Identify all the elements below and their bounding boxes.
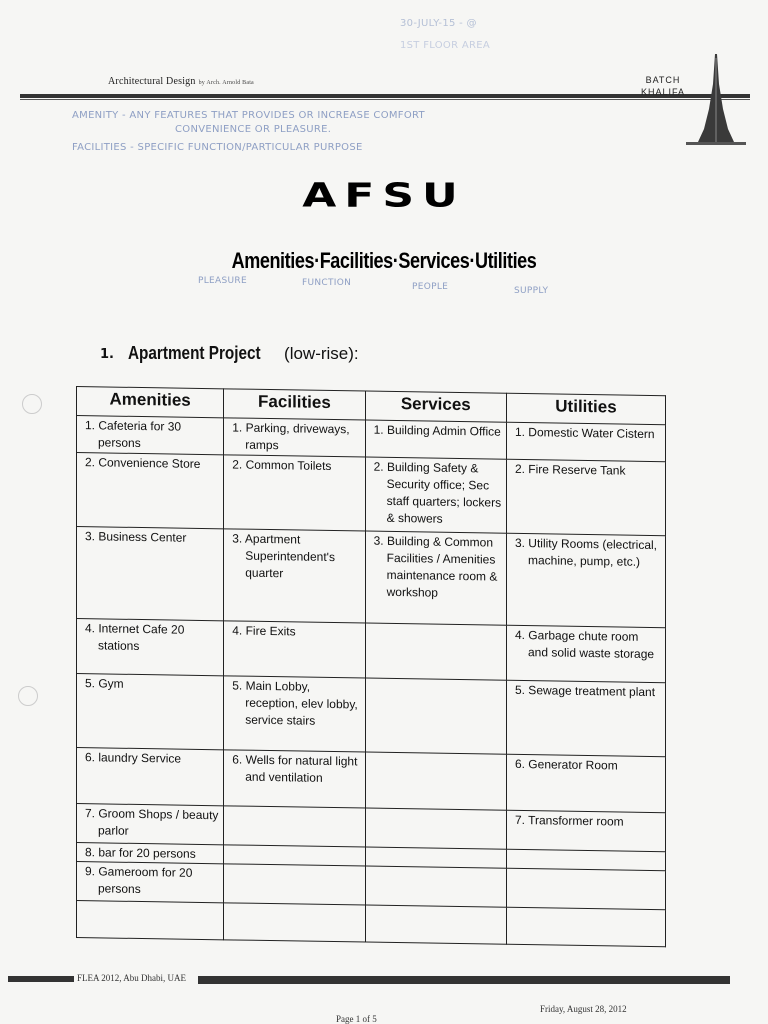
punch-hole bbox=[18, 686, 38, 706]
batch-word: BATCH bbox=[645, 75, 681, 85]
footer-rule-left bbox=[8, 976, 74, 982]
table-row bbox=[77, 901, 666, 947]
table-cell: 2. Fire Reserve Tank bbox=[514, 461, 626, 478]
table-cell: 7. Groom Shops / beauty parlor bbox=[85, 805, 219, 838]
table-cell bbox=[374, 754, 502, 756]
table-cell bbox=[515, 850, 661, 852]
table-cell: 5. Sewage treatment plant bbox=[514, 683, 656, 700]
afsu-subtitle: Amenities·Facilities·Services·Utilities bbox=[231, 248, 537, 273]
header-services: Services bbox=[365, 391, 506, 422]
table-cell bbox=[232, 807, 360, 809]
table-cell: 5. Gym bbox=[85, 676, 124, 692]
afsu-table bbox=[76, 386, 666, 947]
khalifa-word: KHALIFA bbox=[641, 87, 686, 97]
handwritten-under-services: PEOPLE bbox=[412, 282, 449, 292]
section-heading bbox=[100, 343, 359, 364]
handwritten-under-facilities: FUNCTION bbox=[302, 278, 352, 288]
course-author: by Arch. Arnold Bata bbox=[198, 80, 254, 86]
footer-date: Friday, August 28, 2012 bbox=[540, 1004, 627, 1014]
header-rule-thin bbox=[20, 99, 750, 100]
batch-label bbox=[641, 74, 685, 98]
table-cell: 1. Parking, driveways, ramps bbox=[232, 420, 350, 453]
handwritten-under-utilities: SUPPLY bbox=[514, 286, 549, 296]
footer-rule bbox=[198, 976, 730, 984]
section-qualifier: (low-rise): bbox=[284, 344, 359, 363]
table-cell: 6. Wells for natural light and ventilation bbox=[232, 752, 358, 786]
footer-page-number: Page 1 of 5 bbox=[336, 1014, 377, 1024]
burj-khalifa-logo bbox=[684, 54, 748, 150]
handwritten-note-top: 1ST FLOOR AREA bbox=[400, 40, 490, 51]
table-cell bbox=[374, 809, 502, 811]
table-cell bbox=[515, 870, 661, 872]
table-cell: 1. Cafeteria for 30 persons bbox=[85, 418, 182, 451]
header-amenities: Amenities bbox=[77, 387, 224, 418]
table-cell: 3. Business Center bbox=[85, 528, 187, 545]
table-cell: 1. Building Admin Office bbox=[373, 422, 501, 439]
table-row bbox=[77, 619, 666, 684]
handwritten-date: 30-JULY-15 - @ bbox=[400, 18, 477, 29]
table-cell: 5. Main Lobby, reception, elev lobby, service stairs bbox=[232, 678, 358, 729]
table-cell bbox=[374, 625, 502, 627]
table-cell bbox=[85, 902, 219, 904]
table-cell bbox=[232, 846, 360, 848]
afsu-logo: AFSU bbox=[302, 176, 466, 215]
table-cell bbox=[374, 848, 502, 850]
table-cell: 8. bar for 20 persons bbox=[85, 844, 196, 861]
table-cell: 3. Apartment Superintendent's quarter bbox=[232, 531, 335, 580]
footer-event: FLEA 2012, Abu Dhabi, UAE bbox=[77, 973, 186, 983]
table-cell bbox=[374, 680, 502, 682]
table-row bbox=[77, 674, 666, 757]
table-cell: 4. Garbage chute room and solid waste storage bbox=[514, 627, 655, 662]
handwritten-facilities-line: FACILITIES - SPECIFIC FUNCTION/PARTICULAR PURPOSE bbox=[72, 142, 363, 153]
handwritten-amenity-line1: AMENITY - ANY FEATURES THAT PROVIDES OR INCREASE COMFORT bbox=[72, 110, 425, 121]
table-cell bbox=[515, 909, 661, 911]
table-cell: 6. laundry Service bbox=[85, 750, 182, 766]
table-cell: 4. Fire Exits bbox=[232, 623, 296, 639]
table-row bbox=[77, 748, 666, 813]
table-cell: 4. Internet Cafe 20 stations bbox=[85, 621, 185, 654]
handwritten-under-amenities: PLEASURE bbox=[198, 276, 247, 286]
table-cell: 6. Generator Room bbox=[514, 757, 618, 773]
table-cell bbox=[232, 866, 360, 868]
table-cell: 9. Gameroom for 20 persons bbox=[85, 864, 193, 897]
header-utilities: Utilities bbox=[506, 393, 665, 424]
table-cell bbox=[374, 868, 502, 870]
table-cell: 2. Common Toilets bbox=[232, 457, 332, 473]
punch-hole bbox=[22, 394, 42, 414]
table-cell: 2. Building Safety & Security office; Sec staff quarters; lockers & showers bbox=[373, 459, 502, 526]
table-cell: 3. Building & Common Facilities / Amenities maintenance room & workshop bbox=[373, 533, 498, 600]
table-cell: 2. Convenience Store bbox=[85, 455, 201, 471]
table-cell: 3. Utility Rooms (electrical, machine, pump, etc.) bbox=[514, 535, 657, 569]
table-cell bbox=[374, 907, 502, 909]
table-cell: 7. Transformer room bbox=[514, 812, 624, 829]
section-number: 1. bbox=[100, 346, 114, 362]
course-title: Architectural Design bbox=[108, 76, 196, 87]
table-cell: 1. Domestic Water Cistern bbox=[514, 424, 655, 442]
table-row bbox=[77, 452, 666, 535]
header-facilities: Facilities bbox=[224, 389, 365, 420]
course-header bbox=[108, 76, 254, 87]
table-row bbox=[77, 526, 666, 628]
handwritten-amenity-line2: CONVENIENCE OR PLEASURE. bbox=[175, 124, 332, 135]
section-title: Apartment Project bbox=[127, 343, 261, 363]
table-cell bbox=[232, 904, 360, 906]
